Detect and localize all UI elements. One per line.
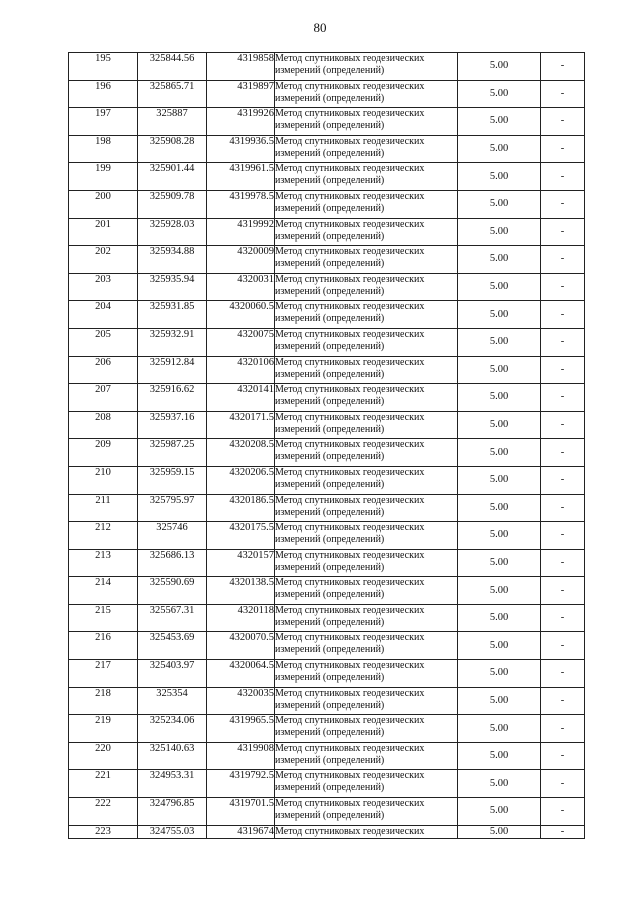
y-coordinate-cell: 4319965.5 <box>207 715 275 743</box>
table-row <box>69 632 585 660</box>
accuracy-cell: 5.00 <box>458 384 541 412</box>
x-coordinate-cell: 324953.31 <box>138 770 207 798</box>
table-row <box>69 770 585 798</box>
point-number-cell: 217 <box>69 660 138 688</box>
accuracy-cell: 5.00 <box>458 687 541 715</box>
x-coordinate-cell: 325746 <box>138 522 207 550</box>
x-coordinate-cell: 325934.88 <box>138 246 207 274</box>
point-number-cell: 199 <box>69 163 138 191</box>
point-number-cell: 206 <box>69 356 138 384</box>
method-cell: Метод спутниковых геодезических измерений (определений) <box>275 687 458 715</box>
y-coordinate-cell: 4319926 <box>207 108 275 136</box>
x-coordinate-cell: 325354 <box>138 687 207 715</box>
method-cell: Метод спутниковых геодезических измерений (определений) <box>275 328 458 356</box>
description-cell: - <box>541 439 585 467</box>
method-cell: Метод спутниковых геодезических измерений (определений) <box>275 411 458 439</box>
accuracy-cell: 5.00 <box>458 135 541 163</box>
x-coordinate-cell: 324755.03 <box>138 825 207 838</box>
page-number: 80 <box>313 20 327 35</box>
point-number-cell: 218 <box>69 687 138 715</box>
accuracy-cell: 5.00 <box>458 798 541 826</box>
description-cell: - <box>541 328 585 356</box>
y-coordinate-cell: 4320206.5 <box>207 466 275 494</box>
y-coordinate-cell: 4319858 <box>207 53 275 81</box>
point-number-cell: 223 <box>69 825 138 838</box>
table-row <box>69 549 585 577</box>
description-cell: - <box>541 246 585 274</box>
x-coordinate-cell: 325590.69 <box>138 577 207 605</box>
accuracy-cell: 5.00 <box>458 742 541 770</box>
y-coordinate-cell: 4320208.5 <box>207 439 275 467</box>
description-cell: - <box>541 466 585 494</box>
method-cell: Метод спутниковых геодезических измерений (определений) <box>275 604 458 632</box>
accuracy-cell: 5.00 <box>458 301 541 329</box>
table-row <box>69 742 585 770</box>
accuracy-cell: 5.00 <box>458 53 541 81</box>
table-row <box>69 190 585 218</box>
x-coordinate-cell: 325931.85 <box>138 301 207 329</box>
accuracy-cell: 5.00 <box>458 246 541 274</box>
x-coordinate-cell: 325932.91 <box>138 328 207 356</box>
description-cell: - <box>541 301 585 329</box>
accuracy-cell: 5.00 <box>458 770 541 798</box>
x-coordinate-cell: 325908.28 <box>138 135 207 163</box>
x-coordinate-cell: 325928.03 <box>138 218 207 246</box>
table-row <box>69 494 585 522</box>
point-number-cell: 215 <box>69 604 138 632</box>
accuracy-cell: 5.00 <box>458 715 541 743</box>
accuracy-cell: 5.00 <box>458 273 541 301</box>
description-cell: - <box>541 384 585 412</box>
description-cell: - <box>541 715 585 743</box>
table-row <box>69 522 585 550</box>
method-cell: Метод спутниковых геодезических измерений (определений) <box>275 577 458 605</box>
table-row <box>69 80 585 108</box>
point-number-cell: 196 <box>69 80 138 108</box>
x-coordinate-cell: 325865.71 <box>138 80 207 108</box>
description-cell: - <box>541 798 585 826</box>
table-row <box>69 798 585 826</box>
accuracy-cell: 5.00 <box>458 494 541 522</box>
description-cell: - <box>541 825 585 838</box>
coordinates-table <box>68 52 585 839</box>
description-cell: - <box>541 135 585 163</box>
accuracy-cell: 5.00 <box>458 549 541 577</box>
description-cell: - <box>541 604 585 632</box>
point-number-cell: 207 <box>69 384 138 412</box>
point-number-cell: 202 <box>69 246 138 274</box>
point-number-cell: 214 <box>69 577 138 605</box>
point-number-cell: 201 <box>69 218 138 246</box>
y-coordinate-cell: 4320060.5 <box>207 301 275 329</box>
description-cell: - <box>541 549 585 577</box>
table-row <box>69 604 585 632</box>
description-cell: - <box>541 356 585 384</box>
method-cell: Метод спутниковых геодезических <box>275 825 458 838</box>
x-coordinate-cell: 325686.13 <box>138 549 207 577</box>
point-number-cell: 220 <box>69 742 138 770</box>
method-cell: Метод спутниковых геодезических измерений (определений) <box>275 163 458 191</box>
y-coordinate-cell: 4320141 <box>207 384 275 412</box>
accuracy-cell: 5.00 <box>458 218 541 246</box>
y-coordinate-cell: 4320106 <box>207 356 275 384</box>
y-coordinate-cell: 4319792.5 <box>207 770 275 798</box>
y-coordinate-cell: 4320070.5 <box>207 632 275 660</box>
accuracy-cell: 5.00 <box>458 660 541 688</box>
description-cell: - <box>541 80 585 108</box>
point-number-cell: 197 <box>69 108 138 136</box>
description-cell: - <box>541 577 585 605</box>
method-cell: Метод спутниковых геодезических измерений (определений) <box>275 356 458 384</box>
y-coordinate-cell: 4320171.5 <box>207 411 275 439</box>
y-coordinate-cell: 4319992 <box>207 218 275 246</box>
point-number-cell: 211 <box>69 494 138 522</box>
method-cell: Метод спутниковых геодезических измерений (определений) <box>275 660 458 688</box>
y-coordinate-cell: 4320075 <box>207 328 275 356</box>
table-row <box>69 660 585 688</box>
accuracy-cell: 5.00 <box>458 163 541 191</box>
table-row <box>69 466 585 494</box>
accuracy-cell: 5.00 <box>458 439 541 467</box>
y-coordinate-cell: 4319674 <box>207 825 275 838</box>
y-coordinate-cell: 4320138.5 <box>207 577 275 605</box>
accuracy-cell: 5.00 <box>458 190 541 218</box>
accuracy-cell: 5.00 <box>458 80 541 108</box>
x-coordinate-cell: 325234.06 <box>138 715 207 743</box>
y-coordinate-cell: 4320035 <box>207 687 275 715</box>
x-coordinate-cell: 325795.97 <box>138 494 207 522</box>
method-cell: Метод спутниковых геодезических измерений (определений) <box>275 384 458 412</box>
point-number-cell: 200 <box>69 190 138 218</box>
accuracy-cell: 5.00 <box>458 577 541 605</box>
method-cell: Метод спутниковых геодезических измерений (определений) <box>275 246 458 274</box>
description-cell: - <box>541 218 585 246</box>
x-coordinate-cell: 325901.44 <box>138 163 207 191</box>
method-cell: Метод спутниковых геодезических измерений (определений) <box>275 80 458 108</box>
method-cell: Метод спутниковых геодезических измерений (определений) <box>275 190 458 218</box>
x-coordinate-cell: 325567.31 <box>138 604 207 632</box>
x-coordinate-cell: 325403.97 <box>138 660 207 688</box>
method-cell: Метод спутниковых геодезических измерений (определений) <box>275 798 458 826</box>
method-cell: Метод спутниковых геодезических измерений (определений) <box>275 439 458 467</box>
point-number-cell: 195 <box>69 53 138 81</box>
point-number-cell: 216 <box>69 632 138 660</box>
x-coordinate-cell: 325453.69 <box>138 632 207 660</box>
description-cell: - <box>541 273 585 301</box>
y-coordinate-cell: 4319897 <box>207 80 275 108</box>
accuracy-cell: 5.00 <box>458 604 541 632</box>
accuracy-cell: 5.00 <box>458 522 541 550</box>
method-cell: Метод спутниковых геодезических измерений (определений) <box>275 218 458 246</box>
table-row <box>69 577 585 605</box>
accuracy-cell: 5.00 <box>458 466 541 494</box>
description-cell: - <box>541 494 585 522</box>
method-cell: Метод спутниковых геодезических измерений (определений) <box>275 494 458 522</box>
x-coordinate-cell: 325140.63 <box>138 742 207 770</box>
point-number-cell: 210 <box>69 466 138 494</box>
y-coordinate-cell: 4320009 <box>207 246 275 274</box>
coordinates-table-body <box>69 53 585 839</box>
method-cell: Метод спутниковых геодезических измерений (определений) <box>275 53 458 81</box>
y-coordinate-cell: 4319908 <box>207 742 275 770</box>
table-row <box>69 825 585 838</box>
table-row <box>69 218 585 246</box>
point-number-cell: 205 <box>69 328 138 356</box>
point-number-cell: 221 <box>69 770 138 798</box>
method-cell: Метод спутниковых геодезических измерений (определений) <box>275 742 458 770</box>
accuracy-cell: 5.00 <box>458 108 541 136</box>
accuracy-cell: 5.00 <box>458 328 541 356</box>
x-coordinate-cell: 325844.56 <box>138 53 207 81</box>
method-cell: Метод спутниковых геодезических измерений (определений) <box>275 549 458 577</box>
description-cell: - <box>541 163 585 191</box>
accuracy-cell: 5.00 <box>458 825 541 838</box>
y-coordinate-cell: 4320157 <box>207 549 275 577</box>
x-coordinate-cell: 325935.94 <box>138 273 207 301</box>
x-coordinate-cell: 324796.85 <box>138 798 207 826</box>
accuracy-cell: 5.00 <box>458 356 541 384</box>
table-row <box>69 246 585 274</box>
y-coordinate-cell: 4319961.5 <box>207 163 275 191</box>
x-coordinate-cell: 325912.84 <box>138 356 207 384</box>
description-cell: - <box>541 660 585 688</box>
point-number-cell: 213 <box>69 549 138 577</box>
table-row <box>69 53 585 81</box>
table-row <box>69 163 585 191</box>
point-number-cell: 208 <box>69 411 138 439</box>
method-cell: Метод спутниковых геодезических измерений (определений) <box>275 135 458 163</box>
table-row <box>69 328 585 356</box>
method-cell: Метод спутниковых геодезических измерений (определений) <box>275 522 458 550</box>
y-coordinate-cell: 4320118 <box>207 604 275 632</box>
description-cell: - <box>541 190 585 218</box>
method-cell: Метод спутниковых геодезических измерений (определений) <box>275 466 458 494</box>
table-row <box>69 301 585 329</box>
table-row <box>69 356 585 384</box>
y-coordinate-cell: 4320175.5 <box>207 522 275 550</box>
method-cell: Метод спутниковых геодезических измерений (определений) <box>275 108 458 136</box>
description-cell: - <box>541 770 585 798</box>
y-coordinate-cell: 4320186.5 <box>207 494 275 522</box>
description-cell: - <box>541 742 585 770</box>
table-row <box>69 439 585 467</box>
y-coordinate-cell: 4319701.5 <box>207 798 275 826</box>
description-cell: - <box>541 108 585 136</box>
x-coordinate-cell: 325909.78 <box>138 190 207 218</box>
method-cell: Метод спутниковых геодезических измерений (определений) <box>275 632 458 660</box>
x-coordinate-cell: 325959.15 <box>138 466 207 494</box>
point-number-cell: 212 <box>69 522 138 550</box>
x-coordinate-cell: 325887 <box>138 108 207 136</box>
method-cell: Метод спутниковых геодезических измерений (определений) <box>275 715 458 743</box>
y-coordinate-cell: 4319936.5 <box>207 135 275 163</box>
accuracy-cell: 5.00 <box>458 411 541 439</box>
description-cell: - <box>541 632 585 660</box>
table-row <box>69 687 585 715</box>
description-cell: - <box>541 687 585 715</box>
table-row <box>69 273 585 301</box>
point-number-cell: 203 <box>69 273 138 301</box>
description-cell: - <box>541 411 585 439</box>
method-cell: Метод спутниковых геодезических измерений (определений) <box>275 273 458 301</box>
table-row <box>69 411 585 439</box>
table-row <box>69 135 585 163</box>
accuracy-cell: 5.00 <box>458 632 541 660</box>
point-number-cell: 209 <box>69 439 138 467</box>
point-number-cell: 219 <box>69 715 138 743</box>
y-coordinate-cell: 4320031 <box>207 273 275 301</box>
x-coordinate-cell: 325937.16 <box>138 411 207 439</box>
table-row <box>69 715 585 743</box>
point-number-cell: 204 <box>69 301 138 329</box>
x-coordinate-cell: 325916.62 <box>138 384 207 412</box>
method-cell: Метод спутниковых геодезических измерений (определений) <box>275 770 458 798</box>
y-coordinate-cell: 4319978.5 <box>207 190 275 218</box>
description-cell: - <box>541 522 585 550</box>
x-coordinate-cell: 325987.25 <box>138 439 207 467</box>
point-number-cell: 198 <box>69 135 138 163</box>
point-number-cell: 222 <box>69 798 138 826</box>
description-cell: - <box>541 53 585 81</box>
method-cell: Метод спутниковых геодезических измерений (определений) <box>275 301 458 329</box>
table-row <box>69 108 585 136</box>
table-row <box>69 384 585 412</box>
y-coordinate-cell: 4320064.5 <box>207 660 275 688</box>
